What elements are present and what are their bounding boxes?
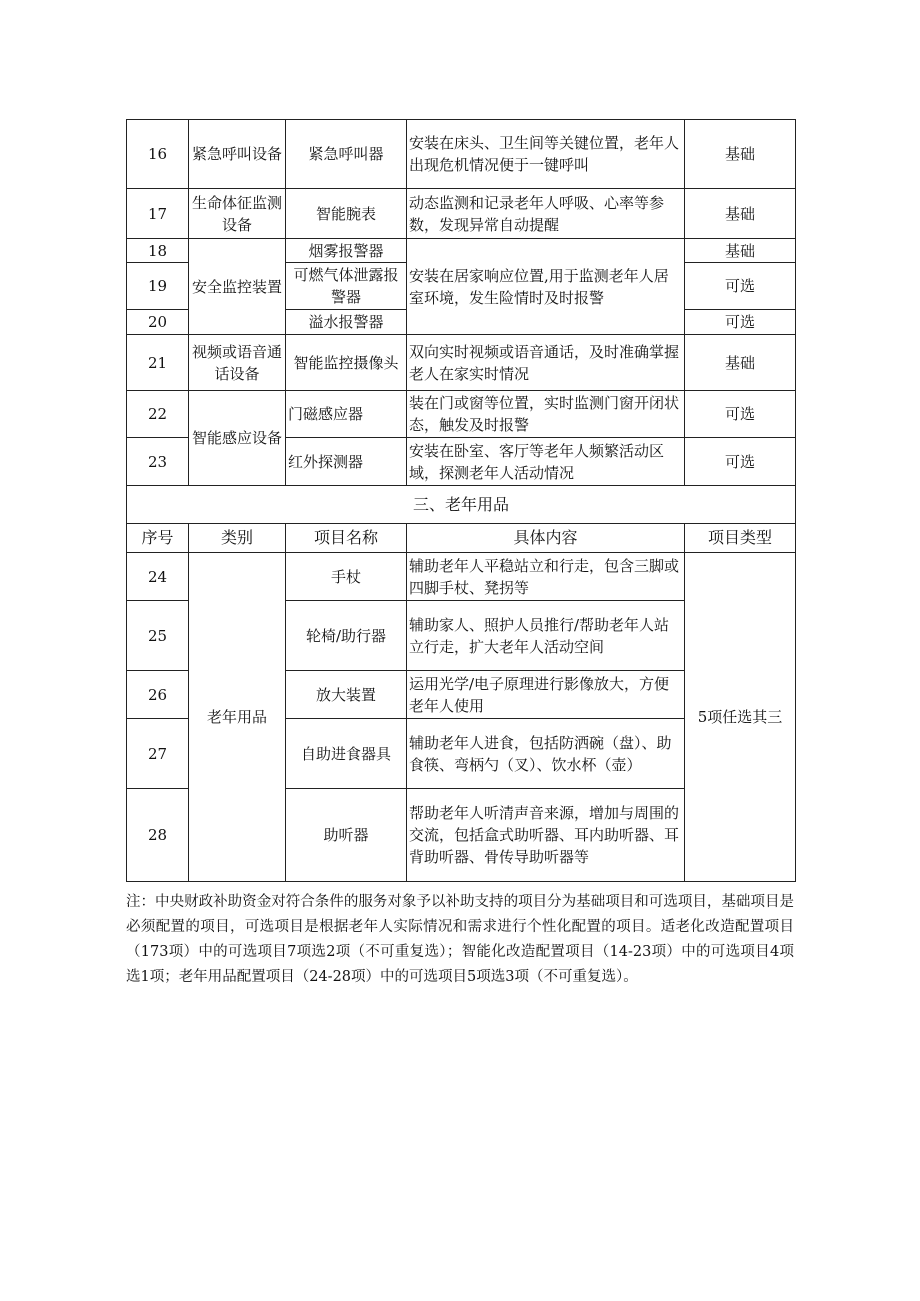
header-content: 具体内容: [407, 524, 685, 553]
row-content: 双向实时视频或语音通话，及时准确掌握老人在家实时情况: [407, 335, 685, 391]
row-type: 可选: [685, 263, 796, 310]
row-type: 5项任选其三: [685, 553, 796, 882]
row-type: 基础: [685, 335, 796, 391]
row-number: 27: [127, 719, 189, 789]
row-item-name: 紧急呼叫器: [286, 120, 407, 189]
row-content: 动态监测和记录老年人呼吸、心率等参数，发现异常自动提醒: [407, 189, 685, 239]
row-number: 20: [127, 310, 189, 335]
row-number: 17: [127, 189, 189, 239]
row-item-name: 智能监控摄像头: [286, 335, 407, 391]
table-row: [127, 553, 796, 601]
row-item-name: 门磁感应器: [286, 391, 407, 438]
equipment-table: [126, 119, 796, 882]
row-type: 基础: [685, 189, 796, 239]
footnote: 注：中央财政补助资金对符合条件的服务对象予以补助支持的项目分为基础项目和可选项目，基础项目是必须配置的项目，可选项目是根据老年人实际情况和需求进行个性化配置的项目。适老化改造配置项目（173项）中的可选项目7项选2项（不可重复选）；智能化改造配置项目（14-23项）中的可选项目4项选1项；老年用品配置项目（24-28项）中的可选项目5项选3项（不可重复选）。: [126, 894, 794, 985]
row-type: 可选: [685, 391, 796, 438]
row-item-name: 烟雾报警器: [286, 239, 407, 263]
row-item-name: 可燃气体泄露报警器: [286, 263, 407, 310]
row-content: 安装在居家响应位置,用于监测老年人居室环境，发生险情时及时报警: [407, 239, 685, 335]
row-item-name: 红外探测器: [286, 438, 407, 486]
row-content: 辅助老年人进食，包括防洒碗（盘）、助食筷、弯柄勺（叉）、饮水杯（壶）: [407, 719, 685, 789]
row-content: 辅助家人、照护人员推行/帮助老年人站立行走，扩大老年人活动空间: [407, 601, 685, 671]
row-content: 装在门或窗等位置，实时监测门窗开闭状态，触发及时报警: [407, 391, 685, 438]
table-row: [127, 239, 796, 263]
row-content: 运用光学/电子原理进行影像放大，方便老年人使用: [407, 671, 685, 719]
row-item-name: 智能腕表: [286, 189, 407, 239]
row-category: 智能感应设备: [189, 391, 286, 486]
table-row: [127, 335, 796, 391]
row-number: 21: [127, 335, 189, 391]
row-type: 可选: [685, 310, 796, 335]
row-item-name: 手杖: [286, 553, 407, 601]
row-type: 可选: [685, 438, 796, 486]
row-content: 辅助老年人平稳站立和行走，包含三脚或四脚手杖、凳拐等: [407, 553, 685, 601]
row-number: 22: [127, 391, 189, 438]
row-number: 16: [127, 120, 189, 189]
row-content: 安装在卧室、客厅等老年人频繁活动区域，探测老年人活动情况: [407, 438, 685, 486]
table-row: [127, 189, 796, 239]
row-item-name: 放大装置: [286, 671, 407, 719]
row-category: 紧急呼叫设备: [189, 120, 286, 189]
row-type: 基础: [685, 239, 796, 263]
row-type: 基础: [685, 120, 796, 189]
header-category: 类别: [189, 524, 286, 553]
row-number: 28: [127, 789, 189, 882]
header-item-name: 项目名称: [286, 524, 407, 553]
row-category: 老年用品: [189, 553, 286, 882]
row-number: 26: [127, 671, 189, 719]
section-row: [127, 486, 796, 524]
row-item-name: 溢水报警器: [286, 310, 407, 335]
row-number: 24: [127, 553, 189, 601]
row-category: 安全监控装置: [189, 239, 286, 335]
row-number: 23: [127, 438, 189, 486]
row-item-name: 轮椅/助行器: [286, 601, 407, 671]
row-number: 18: [127, 239, 189, 263]
row-category: 生命体征监测设备: [189, 189, 286, 239]
header-number: 序号: [127, 524, 189, 553]
row-category: 视频或语音通话设备: [189, 335, 286, 391]
header-row: [127, 524, 796, 553]
header-type: 项目类型: [685, 524, 796, 553]
row-content: 安装在床头、卫生间等关键位置，老年人出现危机情况便于一键呼叫: [407, 120, 685, 189]
section-title: 三、老年用品: [127, 486, 796, 524]
row-item-name: 自助进食器具: [286, 719, 407, 789]
row-number: 25: [127, 601, 189, 671]
row-content: 帮助老年人听清声音来源，增加与周围的交流，包括盒式助听器、耳内助听器、耳背助听器、骨传导助听器等: [407, 789, 685, 882]
row-number: 19: [127, 263, 189, 310]
table-row: [127, 120, 796, 189]
row-item-name: 助听器: [286, 789, 407, 882]
table-row: [127, 391, 796, 438]
